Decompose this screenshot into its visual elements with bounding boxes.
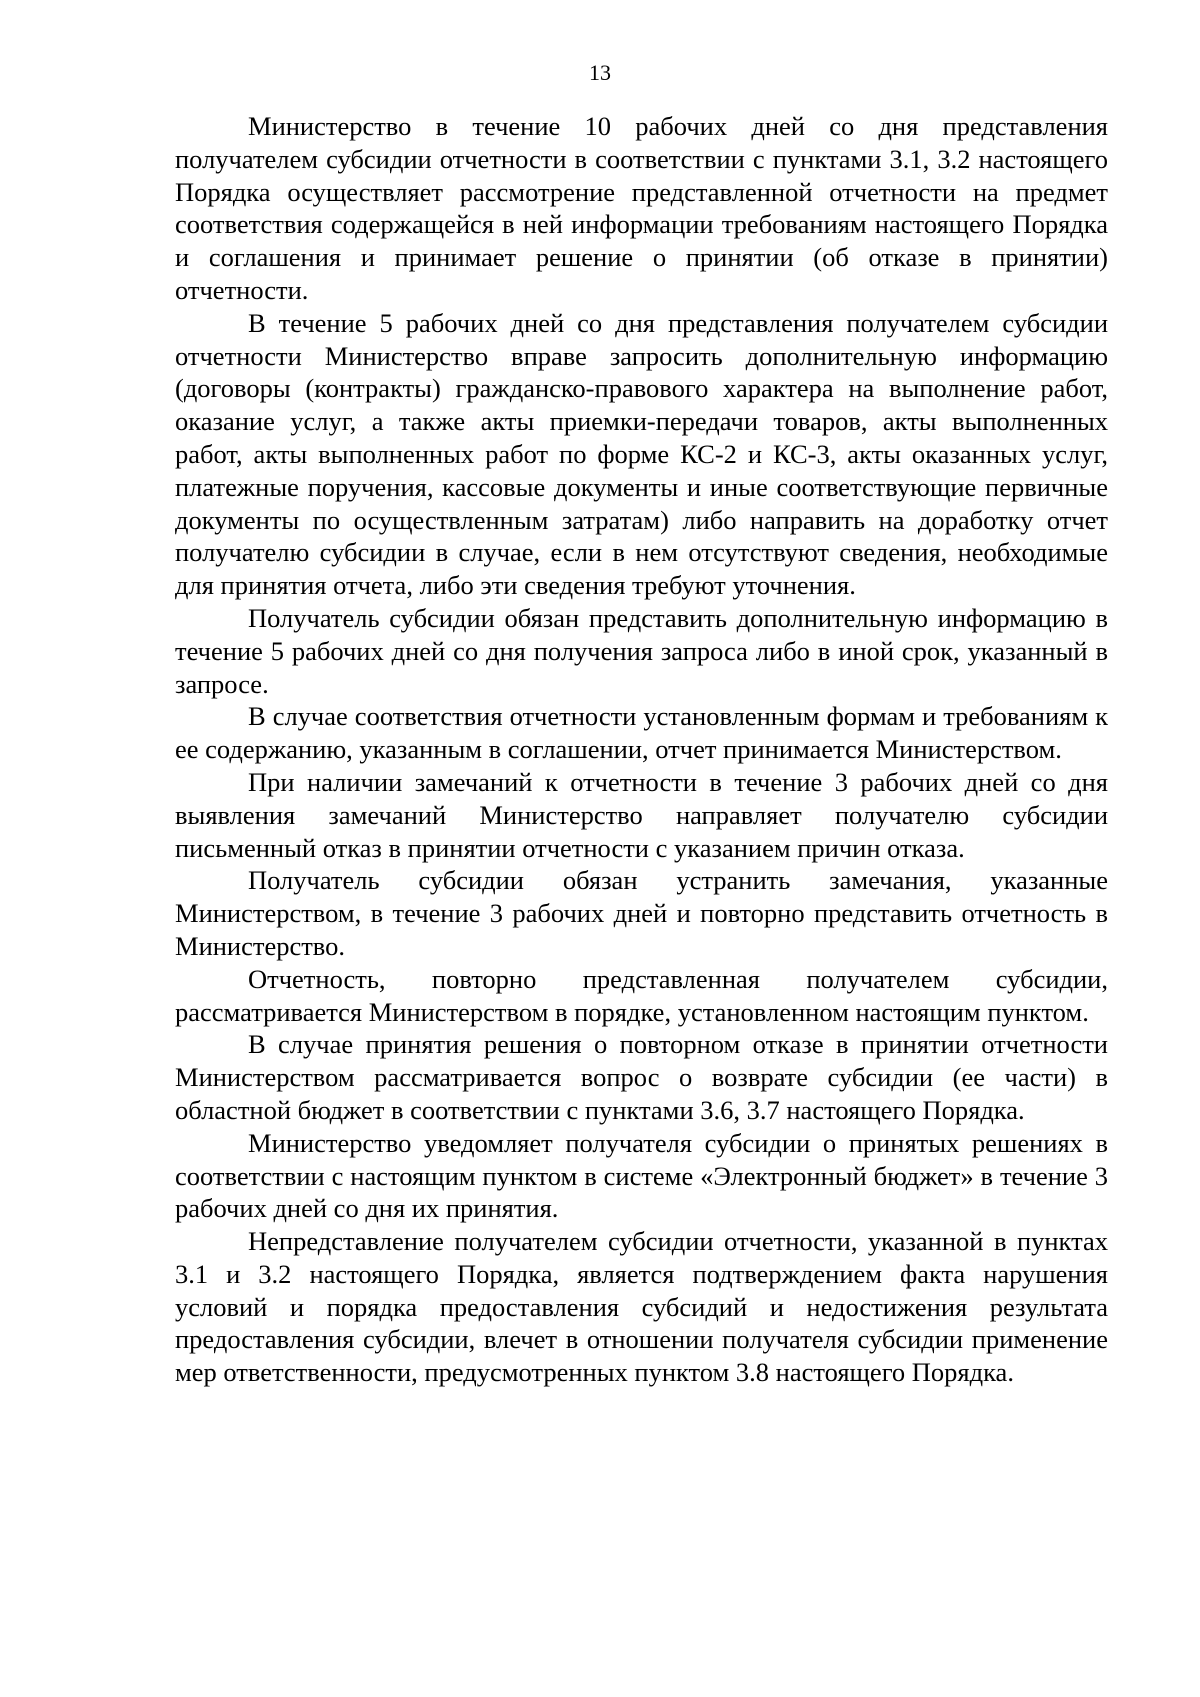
paragraph-recipient-obligation: Получатель субсидии обязан представить дополнительную информацию в течение 5 рабочих дней со дня получения запроса либо в иной срок, указанный в запросе. xyxy=(175,602,1108,699)
paragraph-notification: Министерство уведомляет получателя субсидии о принятых решениях в соответствии с настоящим пунктом в системе «Электронный бюджет» в течение 3 рабочих дней со дня их принятия. xyxy=(175,1127,1108,1224)
page-number: 13 xyxy=(589,60,611,85)
paragraph-review-reporting: Министерство в течение 10 рабочих дней со дня представления получателем субсидии отчетности в соответствии с пунктами 3.1, 3.2 настоящего Порядка осуществляет рассмотрение представленной отчетности на предмет соответствия содержащейся в ней информации требованиям настоящего Порядка и соглашения и принимает решение о принятии (об отказе в принятии) отчетности. xyxy=(175,111,1108,305)
document-body xyxy=(175,110,1108,1389)
paragraph-non-submission: Непредставление получателем субсидии отчетности, указанной в пунктах 3.1 и 3.2 настоящего Порядка, является подтверждением факта нарушения условий и порядка предоставления субсидий и недостижения результата предоставления субсидии, влечет в отношении получателя субсидии применение мер ответственности, предусмотренных пунктом 3.8 настоящего Порядка. xyxy=(175,1226,1108,1388)
paragraph-resubmitted-reporting: Отчетность, повторно представленная получателем субсидии, рассматривается Министерством в порядке, установленном настоящим пунктом. xyxy=(175,963,1108,1027)
paragraph-eliminate-remarks: Получатель субсидии обязан устранить замечания, указанные Министерством, в течение 3 рабочих дней и повторно представить отчетность в Министерство. xyxy=(175,865,1108,961)
paragraph-additional-info-request: В течение 5 рабочих дней со дня представления получателем субсидии отчетности Министерство вправе запросить дополнительную информацию (договоры (контракты) гражданско-правового характера на выполнение работ, оказание услуг, а также акты приемки-передачи товаров, акты выполненных работ, акты выполненных работ по форме КС-2 и КС-3, акты оказанных услуг, платежные поручения, кассовые документы и иные соответствующие первичные документы по осуществленным затратам) либо направить на доработку отчет получателю субсидии в случае, если в нем отсутствуют сведения, необходимые для принятия отчета, либо эти сведения требуют уточнения. xyxy=(175,307,1108,601)
paragraph-repeated-refusal: В случае принятия решения о повторном отказе в принятии отчетности Министерством рассматривается вопрос о возврате субсидии (ее части) в областной бюджет в соответствии с пунктами 3.6, 3.7 настоящего Порядка. xyxy=(175,1029,1108,1125)
paragraph-remarks-refusal: При наличии замечаний к отчетности в течение 3 рабочих дней со дня выявления замечаний Министерство направляет получателю субсидии письменный отказ в принятии отчетности с указанием причин отказа. xyxy=(175,766,1108,863)
paragraph-report-acceptance: В случае соответствия отчетности установленным формам и требованиям к ее содержанию, указанным в соглашении, отчет принимается Министерством. xyxy=(175,701,1108,765)
